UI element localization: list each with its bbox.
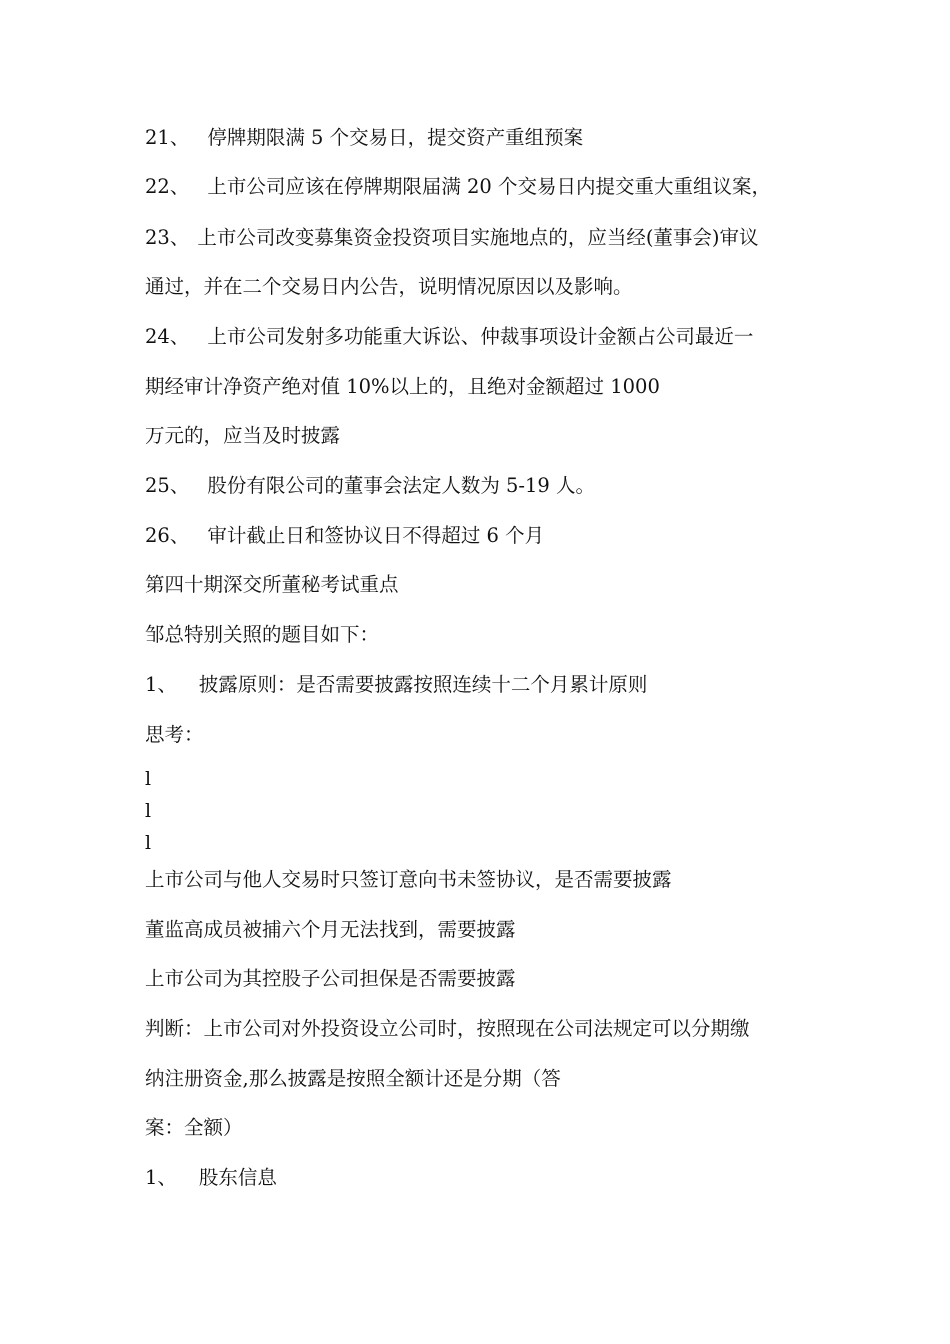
bullet-text: l [145,832,152,854]
item-text: 股份有限公司的董事会法定人数为 5-19 人。 [207,474,596,497]
bullet-marker [145,833,151,853]
item-text: 审计截止日和签协议日不得超过 6 个月 [207,524,545,547]
item-number: 1、 [145,1166,177,1189]
section-heading [145,573,399,597]
judgment-continuation [145,1067,561,1091]
item-text: 通过，并在二个交易日内公告，说明情况原因以及影响。 [145,275,633,298]
item-text: 股东信息 [198,1166,277,1189]
item-text: 万元的，应当及时披露 [145,424,341,447]
question-text: 上市公司为其控股子公司担保是否需要披露 [145,967,516,990]
item-number: 24、 [145,325,190,348]
think-label [145,723,204,747]
question-text: 董监高成员被捕六个月无法找到，需要披露 [145,918,516,941]
question-text: 上市公司与他人交易时只签订意向书未签协议，是否需要披露 [145,868,672,891]
question-line [145,967,516,991]
judgment-text: 纳注册资金,那么披露是按照全额计还是分期（答 [145,1067,561,1090]
intro-text: 邹总特别关照的题目如下： [145,623,380,646]
heading-text: 第四十期深交所董秘考试重点 [145,573,399,596]
bullet-text: l [145,768,152,790]
judgment-text: 判断：上市公司对外投资设立公司时，按照现在公司法规定可以分期缴 [145,1017,750,1040]
item-text: 停牌期限满 5 个交易日，提交资产重组预案 [207,126,584,149]
item-24 [145,325,753,349]
item-number: 26、 [145,524,190,547]
question-line [145,918,516,942]
item-number: 21、 [145,126,190,149]
item-23-continuation [145,275,633,299]
item-25 [145,474,595,498]
item-text: 披露原则：是否需要披露按照连续十二个月累计原则 [198,673,648,696]
answer-text: 案：全额） [145,1116,243,1139]
item-22 [145,175,771,199]
bullet-text: l [145,800,152,822]
item-number: 1、 [145,673,177,696]
item-1-disclosure [145,673,647,697]
bullet-marker [145,801,151,821]
intro-line [145,623,379,647]
item-text: 上市公司发射多功能重大诉讼、仲裁事项设计金额占公司最近一 [207,325,754,348]
item-number: 25、 [145,474,190,497]
item-number: 23、 [145,226,190,249]
bullet-marker [145,769,151,789]
item-text: 上市公司应该在停牌期限届满 20 个交易日内提交重大重组议案， [207,175,772,198]
think-text: 思考： [145,723,204,746]
item-24-continuation [145,375,660,399]
question-line [145,868,672,892]
item-24-continuation-2 [145,424,340,448]
item-26 [145,524,544,548]
item-text: 期经审计净资产绝对值 10%以上的，且绝对金额超过 1000 [145,375,660,398]
item-23 [145,226,759,250]
item-21 [145,126,583,150]
item-text: 上市公司改变募集资金投资项目实施地点的，应当经(董事会)审议 [197,226,759,249]
item-number: 22、 [145,175,190,198]
answer-line [145,1116,243,1140]
judgment-line [145,1017,750,1041]
item-1-shareholder [145,1166,277,1190]
